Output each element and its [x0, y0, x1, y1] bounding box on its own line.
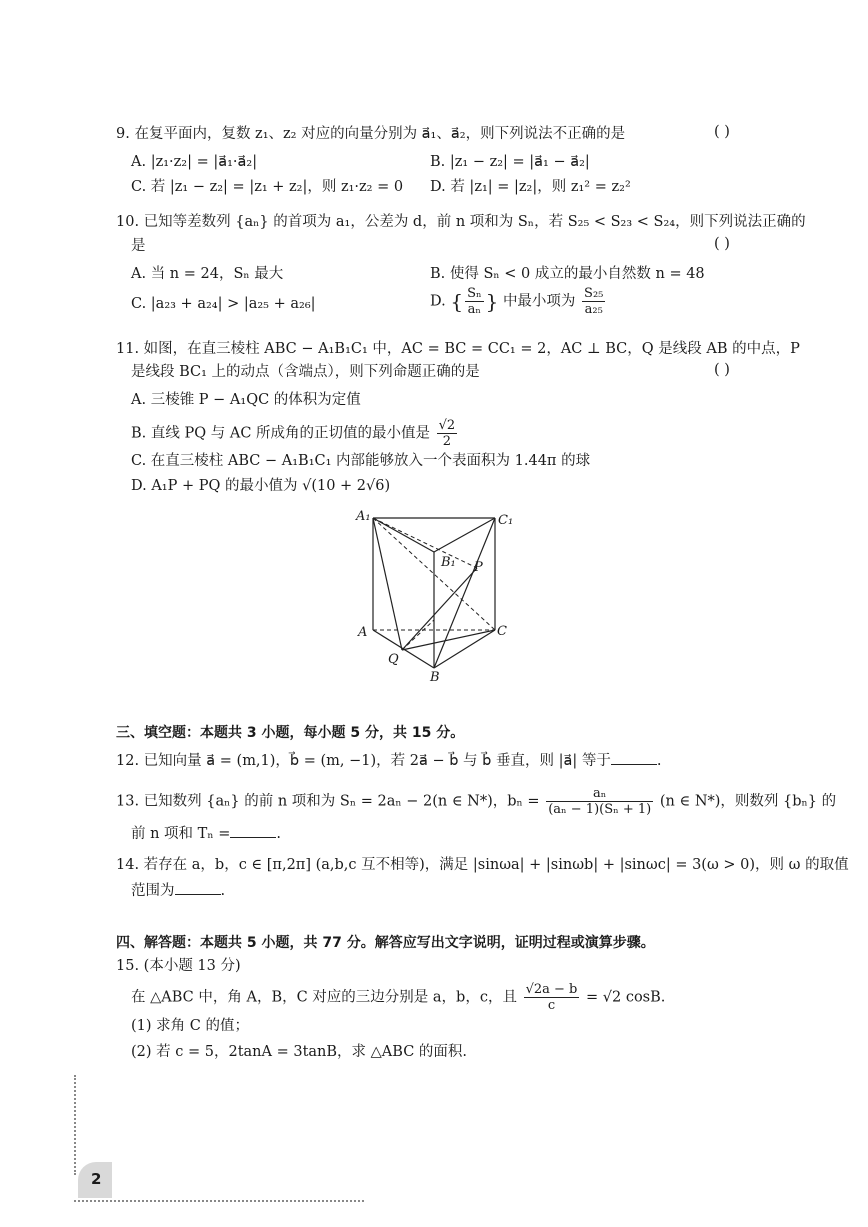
q13-fraction [546, 786, 653, 817]
q13-period: . [276, 826, 281, 842]
q14-line2 [131, 880, 225, 901]
edge-b-c [434, 630, 495, 668]
section-solution-heading: 四、解答题：本题共 5 小题，共 77 分。解答应写出文字说明，证明过程或演算步骤。 [116, 935, 655, 951]
q10-d-numerator: Sₙ [467, 286, 482, 301]
q13-text-post: (n ∈ N*)，则数列 {bₙ} 的 [659, 793, 837, 810]
label-c: C [497, 624, 507, 639]
q13-numerator: aₙ [546, 786, 653, 802]
q11-b-denominator: 2 [442, 434, 452, 449]
q11-answer-paren: ( ) [714, 362, 730, 378]
q11-b-numerator: √2 [438, 418, 456, 433]
label-b1: B₁ [441, 555, 456, 570]
edge-a1-b1 [373, 518, 434, 552]
q9-option-a: A. |z₁·z₂| = |a⃗₁·a⃗₂| [131, 154, 258, 170]
q14-answer-blank[interactable] [175, 880, 221, 895]
q13-denominator: (aₙ − 1)(Sₙ + 1) [548, 802, 652, 817]
label-b: B [430, 670, 440, 685]
q11-option-d: D. A₁P + PQ 的最小值为 √(10 + 2√6) [131, 478, 391, 494]
q11-option-c: C. 在直三棱柱 ABC − A₁B₁C₁ 内部能够放入一个表面积为 1.44π 的球 [131, 453, 591, 469]
q10-stem-line2: 是 [131, 238, 146, 254]
q10-d-numerator2: S₂₅ [584, 286, 604, 301]
q11-stem-line1: 11. 如图，在直三棱柱 ABC − A₁B₁C₁ 中，AC = BC = CC₁ = 2，AC ⊥ BC，Q 是线段 AB 的中点，P [116, 341, 800, 357]
q13-line2 [131, 823, 281, 844]
label-p: P [474, 560, 483, 575]
q10-answer-paren: ( ) [714, 236, 730, 252]
q10-d-prefix: D. [430, 293, 446, 310]
q11-b-fraction [437, 418, 458, 449]
page-number: 2 [91, 1170, 102, 1188]
q9-option-d: D. 若 |z₁| = |z₂|，则 z₁² = z₂² [430, 179, 631, 195]
q12-answer-blank[interactable] [611, 750, 657, 765]
q10-d-fraction2 [582, 286, 605, 317]
q12-text: 12. 已知向量 a⃗ = (m,1)，b⃗ = (m, −1)，若 2a⃗ − b⃗ 与 b⃗ 垂直，则 |a⃗| 等于 [116, 753, 611, 769]
q15-head: 15. (本小题 13 分) [116, 958, 241, 974]
q15-fraction [524, 982, 580, 1013]
q13-line1 [116, 786, 836, 817]
q11-option-a: A. 三棱锥 P − A₁QC 的体积为定值 [131, 392, 361, 408]
q10-option-d: D. { $\frac{\text{Sₙ}}{\text{aₙ}}$ } 中最小项为 $\frac{\text{S₂₅}}{\text{a₂₅}}$ [430, 286, 604, 317]
q10-option-a: A. 当 n = 24，Sₙ 最大 [131, 266, 284, 282]
q10-stem-line1: 10. 已知等差数列 {aₙ} 的首项为 a₁，公差为 d，前 n 项和为 Sₙ，若 S₂₅ < S₂₃ < S₂₄，则下列说法正确的 [116, 214, 806, 230]
q13-text: 13. 已知数列 {aₙ} 的前 n 项和为 Sₙ = 2aₙ − 2(n ∈ N*)，bₙ = [116, 793, 540, 810]
q9-stem: 9. 在复平面内，复数 z₁、z₂ 对应的向量分别为 a⃗₁、a⃗₂，则下列说法不正确的是 [116, 126, 626, 142]
q15-numerator: √2a − b [525, 982, 578, 997]
q14-line2-text: 范围为 [131, 883, 175, 899]
q11-stem-line2: 是线段 BC₁ 上的动点（含端点），则下列命题正确的是 [131, 364, 480, 380]
q14-line1: 14. 若存在 a，b，c ∈ [π,2π] (a,b,c 互不相等)，满足 |sinωa| + |sinωb| + |sinωc| = 3(ω > 0)，则 ω 的取值 [116, 857, 849, 873]
q10-d-denominator: aₙ [467, 302, 482, 317]
footer-dotted-horizontal [74, 1200, 364, 1202]
q15-stem-post: = √2 cosB. [585, 989, 666, 1006]
q13-answer-blank[interactable] [230, 823, 276, 838]
footer-dotted-vertical [74, 1075, 76, 1175]
q15-part1: (1) 求角 C 的值； [131, 1018, 249, 1034]
q15-denominator: c [547, 998, 556, 1013]
q10-d-denominator2: a₂₅ [584, 302, 603, 317]
line-q-p [402, 568, 477, 650]
q13-line2-text: 前 n 项和 Tₙ = [131, 826, 231, 842]
label-a1: A₁ [356, 509, 371, 524]
q9-option-c: C. 若 |z₁ − z₂| = |z₁ + z₂|，则 z₁·z₂ = 0 [131, 179, 404, 195]
q11-b-text: B. 直线 PQ 与 AC 所成角的正切值的最小值是 [131, 425, 431, 442]
label-c1: C₁ [498, 513, 514, 528]
q9-option-b: B. |z₁ − z₂| = |a⃗₁ − a⃗₂| [430, 154, 590, 170]
q10-option-c: C. |a₂₃ + a₂₄| > |a₂₅ + a₂₆| [131, 296, 316, 312]
label-a: A [358, 625, 368, 640]
q12 [116, 750, 661, 771]
q14-period: . [220, 883, 226, 899]
hidden-a1-p [373, 518, 477, 568]
q15-part2: (2) 若 c = 5，2tanA = 3tanB，求 △ABC 的面积. [131, 1044, 468, 1060]
section-fill-blank-heading: 三、填空题：本题共 3 小题，每小题 5 分，共 15 分。 [116, 725, 465, 741]
q15-stem-text: 在 △ABC 中，角 A，B，C 对应的三边分别是 a，b，c，且 [131, 989, 517, 1006]
q12-period: . [656, 753, 662, 769]
edge-b1-c1 [434, 518, 495, 552]
q15-stem [131, 982, 665, 1013]
q10-d-fraction [465, 286, 484, 317]
q9-answer-paren: ( ) [714, 124, 730, 140]
q10-d-middle: 中最小项为 [502, 293, 576, 310]
q11-option-b [131, 418, 459, 449]
label-q: Q [388, 652, 399, 667]
line-b-c1 [434, 518, 495, 668]
q10-option-b: B. 使得 Sₙ < 0 成立的最小自然数 n = 48 [430, 266, 705, 282]
